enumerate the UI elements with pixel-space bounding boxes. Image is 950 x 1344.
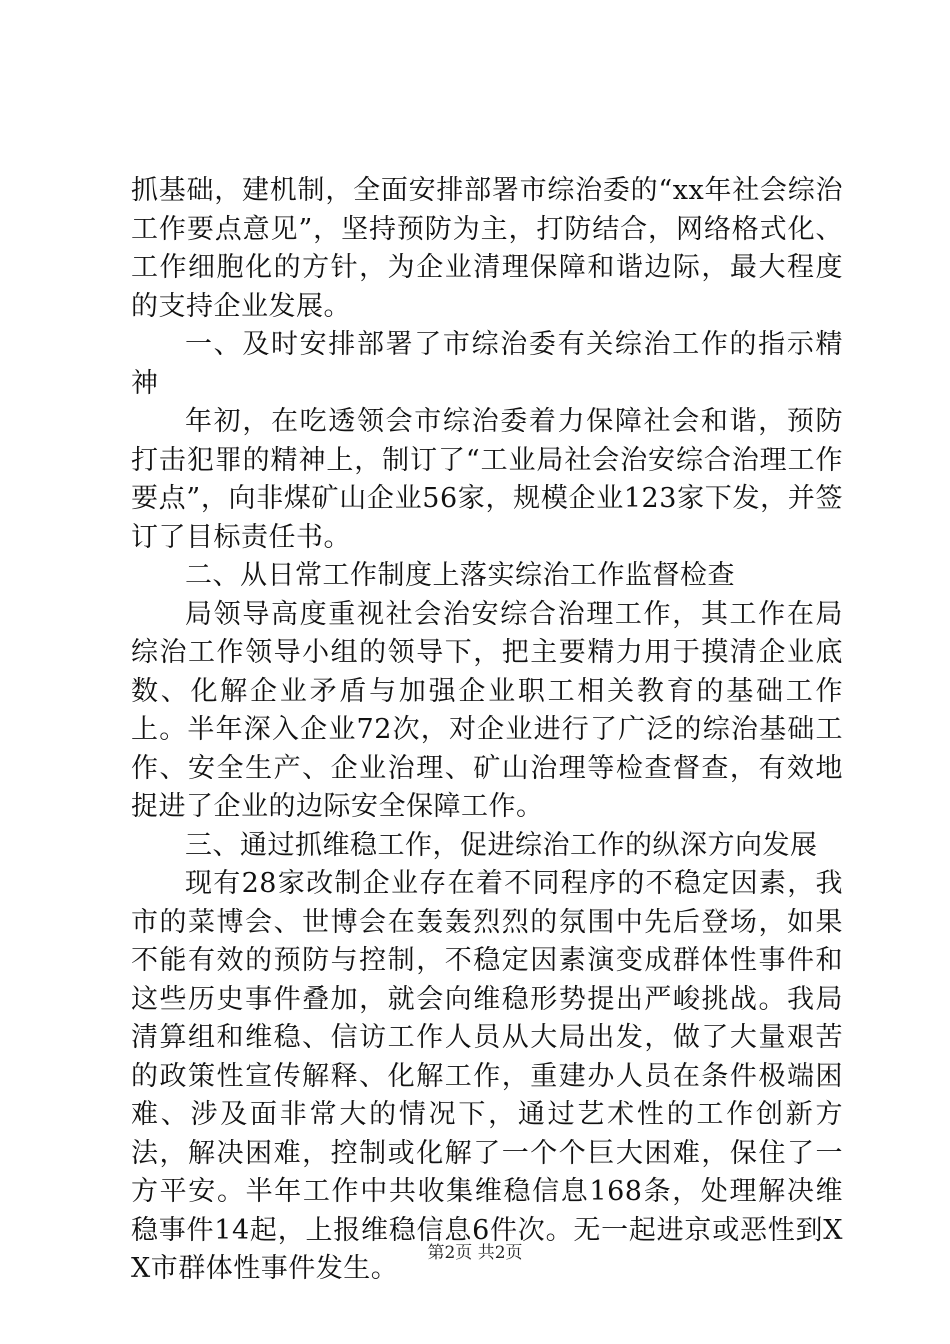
paragraph-section-1: 年初，在吃透领会市综治委着力保障社会和谐，预防打击犯罪的精神上，制订了“工业局社会治安综合治理工作要点”，向非煤矿山企业56家，规模企业123家下发，并签订了目标责任书。: [131, 406, 843, 553]
paragraph-section-2: 局领导高度重视社会治安综合治理工作，其工作在局综治工作领导小组的领导下，把主要精力用于摸清企业底数、化解企业矛盾与加强企业职工相关教育的基础工作上。半年深入企业72次，对企业进行了广泛的综治基础工作、安全生产、企业治理、矿山治理等检查督查，有效地捉进了企业的边际安全保障工作。: [131, 598, 843, 822]
document-body: [131, 172, 843, 1289]
section-heading-2: 二、从日常工作制度上落实综治工作监督检查: [185, 560, 735, 591]
paragraph-intro: 抓基础，建机制，全面安排部署市综治委的“xx年社会综治工作要点意见”，坚持预防为主，打防结合，网络格式化、工作细胞化的方针，为企业清理保障和谐边际，最大程度的支持企业发展。: [131, 175, 843, 322]
paragraph-section-3: 现有28家改制企业存在着不同程序的不稳定因素，我市的菜博会、世博会在轰轰烈烈的氛围中先后登场，如果不能有效的预防与控制，不稳定因素演变成群体性事件和这些历史事件叠加，就会向维稳形势提出严峻挑战。我局清算组和维稳、信访工作人员从大局出发，做了大量艰苦的政策性宣传解释、化解工作，重建办人员在条件极端困难、涉及面非常大的情况下，通过艺术性的工作创新方法，解决困难，控制或化解了一个个巨大困难，保住了一方平安。半年工作中共收集维稳信息168条，处理解决维稳事件14起，上报维稳信息6件次。无一起进京或恶性到XX市群体性事件发生。: [131, 868, 843, 1284]
page-footer: 第2页 共2页: [427, 1243, 523, 1263]
section-heading-1: 一、及时安排部署了市综治委有关综治工作的指示精神: [131, 329, 843, 399]
section-heading-3: 三、通过抓维稳工作，促进综治工作的纵深方向发展: [185, 829, 818, 861]
